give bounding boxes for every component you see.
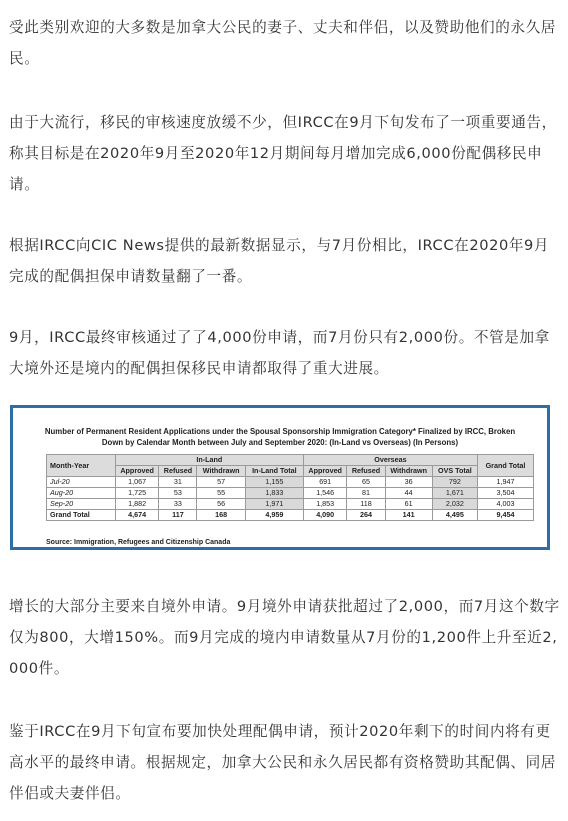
applications-table [46,454,534,521]
paragraph-2: 由于大流行，移民的审核速度放缓不少，但IRCC在9月下旬发布了一项重要通告，称其目标是在2020年9月至2020年12月期间每月增加完成6,000份配偶移民申请。 [9,114,557,193]
cell-ovs-total: 2,032 [432,499,477,510]
paragraph-3: 根据IRCC向CIC News提供的最新数据显示，与7月份相比，IRCC在2020年9月完成的配偶担保申请数量翻了一番。 [9,237,550,285]
header-month-year: Month-Year [47,455,116,477]
header-inland-withdrawn: Withdrawn [197,466,245,477]
cell-ovs-total: 792 [432,477,477,488]
table-row [47,477,534,488]
cell-inland-approved: 1,882 [115,499,159,510]
cell-grand-total: 4,003 [477,499,533,510]
figure-title-line-2: Down by Calendar Month between July and September 2020: (In-Land vs Overseas) (In Persons) [101,438,459,447]
paragraph-4: 9月，IRCC最终审核通过了了4,000份申请，而7月份只有2,000份。不管是加拿大境外还是境内的配偶担保移民申请都取得了重大进展。 [9,329,550,377]
header-overseas-approved: Approved [303,466,347,477]
cell-total-ovs-total: 4,495 [432,510,477,521]
cell-total-inland-approved: 4,674 [115,510,159,521]
cell-month: Sep-20 [47,499,116,510]
paragraph-5: 增长的大部分主要来自境外申请。9月境外申请获批超过了2,000，而7月这个数字仅为800，大增150%。而9月完成的境内申请数量从7月份的1,200件上升至近2,000件。 [9,598,560,677]
cell-inland-refused: 53 [159,488,197,499]
cell-inland-withdrawn: 55 [197,488,245,499]
cell-inland-withdrawn: 57 [197,477,245,488]
cell-total-inland-withdrawn: 168 [197,510,245,521]
header-inland: In-Land [115,455,303,466]
cell-total-label: Grand Total [47,510,116,521]
cell-total-grand-total: 9,454 [477,510,533,521]
cell-inland-refused: 33 [159,499,197,510]
cell-month: Aug-20 [47,488,116,499]
cell-overseas-refused: 65 [347,477,385,488]
cell-total-inland-total: 4,959 [245,510,303,521]
header-row-columns [47,466,534,477]
cell-total-overseas-refused: 264 [347,510,385,521]
header-row-groups [47,455,534,466]
cell-overseas-refused: 81 [347,488,385,499]
header-overseas: Overseas [303,455,477,466]
table-row [47,499,534,510]
header-overseas-refused: Refused [347,466,385,477]
cell-month: Jul-20 [47,477,116,488]
cell-overseas-approved: 1,853 [303,499,347,510]
cell-overseas-withdrawn: 36 [385,477,432,488]
figure-title [13,426,547,448]
table-total-row [47,510,534,521]
cell-inland-refused: 31 [159,477,197,488]
figure-title-line-1: Number of Permanent Resident Applications under the Spousal Sponsorship Immigration Category* Finalized by IRCC, Broken [44,427,516,436]
cell-inland-total: 1,971 [245,499,303,510]
cell-total-overseas-approved: 4,090 [303,510,347,521]
table-row [47,488,534,499]
header-inland-approved: Approved [115,466,159,477]
cell-ovs-total: 1,671 [432,488,477,499]
cell-inland-approved: 1,725 [115,488,159,499]
cell-inland-total: 1,155 [245,477,303,488]
cell-overseas-approved: 691 [303,477,347,488]
data-table-figure [10,405,550,550]
cell-inland-total: 1,833 [245,488,303,499]
cell-inland-withdrawn: 56 [197,499,245,510]
cell-total-overseas-withdrawn: 141 [385,510,432,521]
header-inland-refused: Refused [159,466,197,477]
header-inland-total: In-Land Total [245,466,303,477]
cell-overseas-withdrawn: 61 [385,499,432,510]
cell-grand-total: 1,947 [477,477,533,488]
paragraph-6: 鉴于IRCC在9月下旬宣布要加快处理配偶申请，预计2020年剩下的时间内将有更高水平的最终申请。根据规定，加拿大公民和永久居民都有资格赞助其配偶、同居伴侣或夫妻伴侣。 [9,723,556,802]
header-ovs-total: OVS Total [432,466,477,477]
cell-overseas-approved: 1,546 [303,488,347,499]
cell-overseas-refused: 118 [347,499,385,510]
figure-source: Source: Immigration, Refugees and Citizenship Canada [46,539,231,546]
cell-inland-approved: 1,067 [115,477,159,488]
cell-overseas-withdrawn: 44 [385,488,432,499]
paragraph-1: 受此类别欢迎的大多数是加拿大公民的妻子、丈夫和伴侣，以及赞助他们的永久居民。 [9,19,556,67]
header-overseas-withdrawn: Withdrawn [385,466,432,477]
header-grand-total: Grand Total [477,455,533,477]
cell-total-inland-refused: 117 [159,510,197,521]
cell-grand-total: 3,504 [477,488,533,499]
